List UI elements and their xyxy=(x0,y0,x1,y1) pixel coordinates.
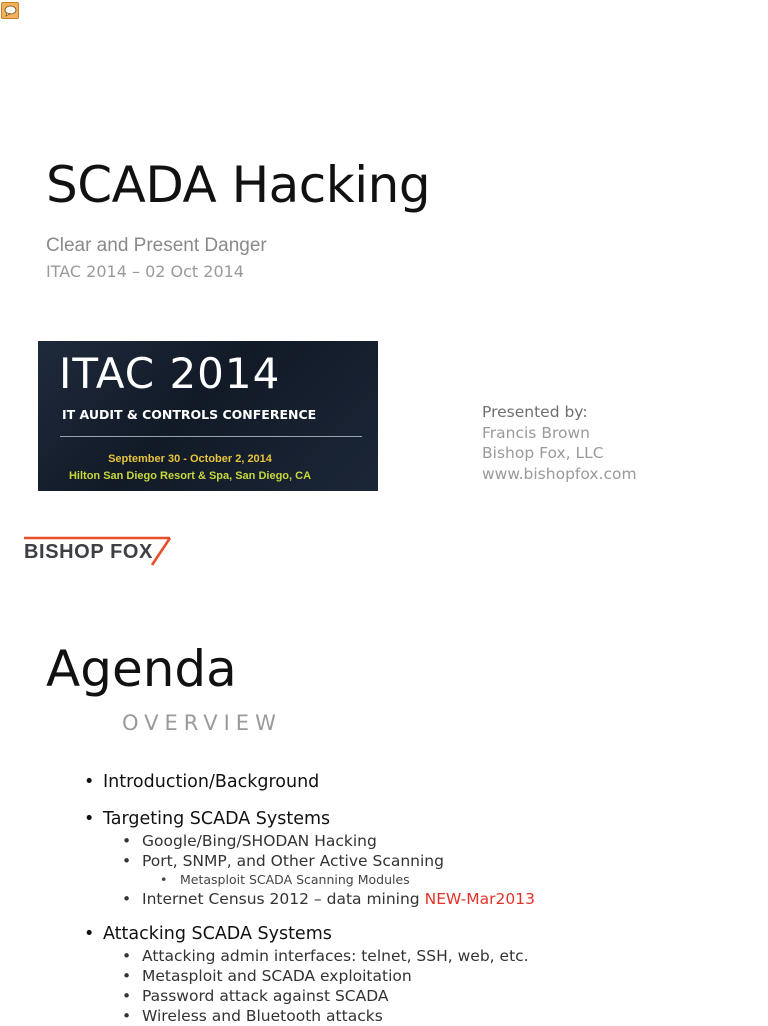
agenda-subsubitem xyxy=(160,871,744,889)
agenda-subitem-label: Internet Census 2012 – data mining xyxy=(142,890,420,908)
agenda-sublist xyxy=(84,946,744,1026)
presenter-name: Francis Brown xyxy=(482,423,590,442)
agenda-title: Agenda xyxy=(46,640,237,698)
new-tag: NEW-Mar2013 xyxy=(424,890,535,908)
agenda-subitem xyxy=(122,946,744,966)
agenda-subitem-label: Google/Bing/SHODAN Hacking xyxy=(142,832,377,850)
agenda-subitem xyxy=(122,966,744,986)
agenda-subitem-label: Password attack against SCADA xyxy=(142,987,389,1005)
agenda-sublist xyxy=(84,831,744,909)
slide-subtitle: Clear and Present Danger xyxy=(46,235,267,256)
conference-banner xyxy=(38,341,378,491)
agenda-item-label: Attacking SCADA Systems xyxy=(103,924,332,944)
event-date: ITAC 2014 – 02 Oct 2014 xyxy=(46,262,244,281)
banner-subtitle: IT AUDIT & CONTROLS CONFERENCE xyxy=(62,407,317,422)
presenter-url[interactable]: www.bishopfox.com xyxy=(482,464,637,483)
presenter-block xyxy=(482,402,637,484)
banner-dates: September 30 - October 2, 2014 xyxy=(108,453,272,465)
bishop-fox-logo xyxy=(24,536,184,566)
agenda-subitem xyxy=(122,1006,744,1026)
comment-icon[interactable] xyxy=(1,2,19,19)
banner-title: ITAC 2014 xyxy=(59,349,281,398)
agenda-subitem xyxy=(122,851,744,889)
presenter-label: Presented by: xyxy=(482,403,588,421)
agenda-item-label: Targeting SCADA Systems xyxy=(103,809,331,829)
presenter-company: Bishop Fox, LLC xyxy=(482,444,604,462)
agenda-item xyxy=(84,770,744,794)
agenda-subsublist xyxy=(122,871,744,889)
agenda-item-label: Introduction/Background xyxy=(103,772,320,792)
agenda-subitem-label: Wireless and Bluetooth attacks xyxy=(142,1007,383,1025)
agenda-item xyxy=(84,922,744,1026)
banner-venue: Hilton San Diego Resort & Spa, San Diego, CA xyxy=(68,470,312,482)
agenda-subitem-label: Port, SNMP, and Other Active Scanning xyxy=(142,852,444,870)
slide-title: SCADA Hacking xyxy=(46,156,431,214)
agenda-subitem xyxy=(122,986,744,1006)
agenda-subitem-label: Metasploit and SCADA exploitation xyxy=(142,967,412,985)
agenda-overview: OVERVIEW xyxy=(122,711,282,735)
logo-text: BISHOP FOX xyxy=(24,541,153,563)
agenda-subsubitem-label: Metasploit SCADA Scanning Modules xyxy=(180,872,410,887)
agenda-item xyxy=(84,807,744,909)
agenda-subitem xyxy=(122,831,744,851)
banner-divider xyxy=(60,436,362,437)
agenda-subitem-label: Attacking admin interfaces: telnet, SSH, web, etc. xyxy=(142,947,529,965)
agenda-subitem xyxy=(122,889,744,909)
agenda-list xyxy=(84,770,744,1026)
